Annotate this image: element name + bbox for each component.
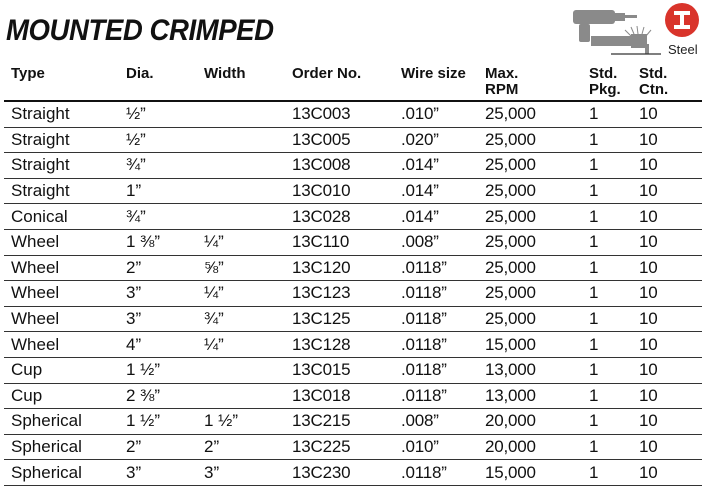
column-header-line1: Std. <box>589 65 618 82</box>
cell-wire-size: .010” <box>394 101 478 127</box>
cell-std-pkg: 1 <box>582 434 632 460</box>
cell-dia: ½” <box>119 127 197 153</box>
cell-dia: 4” <box>119 332 197 358</box>
cell-wire-size: .0118” <box>394 255 478 281</box>
cell-type: Spherical <box>4 460 119 486</box>
column-header-type <box>4 64 119 101</box>
cell-type: Straight <box>4 153 119 179</box>
column-header-line1: Wire size <box>401 65 466 82</box>
cell-order-no: 13C230 <box>285 460 394 486</box>
cell-wire-size: .0118” <box>394 383 478 409</box>
cell-max-rpm: 13,000 <box>478 357 582 383</box>
column-header-line2: Ctn. <box>639 81 669 98</box>
cell-max-rpm: 25,000 <box>478 153 582 179</box>
cell-std-ctn: 10 <box>632 204 702 230</box>
cell-type: Wheel <box>4 229 119 255</box>
cell-max-rpm: 15,000 <box>478 460 582 486</box>
column-header-wire-size <box>394 64 478 101</box>
table-row <box>4 178 702 204</box>
cell-max-rpm: 13,000 <box>478 383 582 409</box>
cell-order-no: 13C015 <box>285 357 394 383</box>
cell-std-pkg: 1 <box>582 332 632 358</box>
column-header-line1: Std. <box>639 65 668 82</box>
cell-std-ctn: 10 <box>632 460 702 486</box>
cell-order-no: 13C008 <box>285 153 394 179</box>
column-header-width <box>197 64 285 101</box>
table-row <box>4 101 702 127</box>
cell-max-rpm: 25,000 <box>478 127 582 153</box>
cell-type: Cup <box>4 383 119 409</box>
cell-width <box>197 178 285 204</box>
table-row <box>4 153 702 179</box>
cell-std-pkg: 1 <box>582 281 632 307</box>
cell-type: Straight <box>4 178 119 204</box>
cell-wire-size: .014” <box>394 178 478 204</box>
cell-std-pkg: 1 <box>582 460 632 486</box>
cell-std-pkg: 1 <box>582 383 632 409</box>
column-header-dia <box>119 64 197 101</box>
cell-std-ctn: 10 <box>632 255 702 281</box>
cell-order-no: 13C010 <box>285 178 394 204</box>
cell-dia: 1” <box>119 178 197 204</box>
cell-max-rpm: 25,000 <box>478 281 582 307</box>
cell-order-no: 13C018 <box>285 383 394 409</box>
cell-wire-size: .008” <box>394 229 478 255</box>
cell-type: Spherical <box>4 409 119 435</box>
cell-max-rpm: 20,000 <box>478 434 582 460</box>
cell-max-rpm: 25,000 <box>478 229 582 255</box>
column-header-line1: Order No. <box>292 65 362 82</box>
column-header-line1: Max. <box>485 65 519 82</box>
column-header-order-no <box>285 64 394 101</box>
cell-order-no: 13C225 <box>285 434 394 460</box>
column-header-line1: Width <box>204 65 246 82</box>
cell-dia: 2” <box>119 434 197 460</box>
column-header-line1: Type <box>11 65 45 82</box>
cell-std-pkg: 1 <box>582 357 632 383</box>
cell-max-rpm: 25,000 <box>478 255 582 281</box>
cell-dia: 1 ½” <box>119 409 197 435</box>
cell-width: ¼” <box>197 332 285 358</box>
cell-type: Straight <box>4 101 119 127</box>
drill-with-wheel-brush-icon <box>571 4 661 58</box>
cell-dia: 2” <box>119 255 197 281</box>
cell-std-ctn: 10 <box>632 434 702 460</box>
cell-order-no: 13C120 <box>285 255 394 281</box>
table-row <box>4 460 702 486</box>
cell-width: ¾” <box>197 306 285 332</box>
cell-std-ctn: 10 <box>632 306 702 332</box>
cell-dia: 3” <box>119 306 197 332</box>
cell-order-no: 13C123 <box>285 281 394 307</box>
cell-dia: 3” <box>119 460 197 486</box>
cell-dia: 3” <box>119 281 197 307</box>
cell-width: 1 ½” <box>197 409 285 435</box>
cell-max-rpm: 15,000 <box>478 332 582 358</box>
cell-std-ctn: 10 <box>632 153 702 179</box>
cell-order-no: 13C110 <box>285 229 394 255</box>
table-row <box>4 229 702 255</box>
cell-type: Straight <box>4 127 119 153</box>
cell-type: Spherical <box>4 434 119 460</box>
column-header-line2: RPM <box>485 81 519 98</box>
cell-std-pkg: 1 <box>582 229 632 255</box>
cell-width: ¼” <box>197 281 285 307</box>
cell-max-rpm: 25,000 <box>478 101 582 127</box>
cell-dia: ¾” <box>119 153 197 179</box>
table-row <box>4 434 702 460</box>
cell-std-ctn: 10 <box>632 383 702 409</box>
table-row <box>4 409 702 435</box>
cell-dia: ¾” <box>119 204 197 230</box>
cell-type: Conical <box>4 204 119 230</box>
cell-std-ctn: 10 <box>632 178 702 204</box>
cell-std-ctn: 10 <box>632 127 702 153</box>
cell-dia: 1 ½” <box>119 357 197 383</box>
cell-wire-size: .0118” <box>394 306 478 332</box>
cell-max-rpm: 25,000 <box>478 178 582 204</box>
cell-wire-size: .010” <box>394 434 478 460</box>
cell-wire-size: .0118” <box>394 332 478 358</box>
table-row <box>4 383 702 409</box>
page-title: MOUNTED CRIMPED <box>6 14 274 47</box>
cell-order-no: 13C128 <box>285 332 394 358</box>
cell-type: Wheel <box>4 255 119 281</box>
cell-width: 3” <box>197 460 285 486</box>
column-header-line1: Dia. <box>126 65 154 82</box>
cell-width <box>197 101 285 127</box>
cell-width <box>197 383 285 409</box>
column-header-line2: Pkg. <box>589 81 621 98</box>
cell-width: ⅝” <box>197 255 285 281</box>
cell-order-no: 13C003 <box>285 101 394 127</box>
cell-dia: 2 ⅜” <box>119 383 197 409</box>
cell-std-ctn: 10 <box>632 332 702 358</box>
product-spec-table <box>4 64 702 486</box>
cell-max-rpm: 25,000 <box>478 306 582 332</box>
cell-wire-size: .0118” <box>394 281 478 307</box>
table-row <box>4 357 702 383</box>
cell-std-pkg: 1 <box>582 409 632 435</box>
cell-width <box>197 357 285 383</box>
cell-std-pkg: 1 <box>582 178 632 204</box>
table-row <box>4 281 702 307</box>
cell-std-pkg: 1 <box>582 101 632 127</box>
column-header-std-pkg <box>582 64 632 101</box>
column-header-max-rpm <box>478 64 582 101</box>
cell-order-no: 13C125 <box>285 306 394 332</box>
cell-std-ctn: 10 <box>632 357 702 383</box>
cell-std-ctn: 10 <box>632 281 702 307</box>
cell-width <box>197 127 285 153</box>
cell-order-no: 13C215 <box>285 409 394 435</box>
table-row <box>4 306 702 332</box>
cell-wire-size: .014” <box>394 153 478 179</box>
cell-wire-size: .0118” <box>394 460 478 486</box>
table-header-row <box>4 64 702 101</box>
cell-max-rpm: 25,000 <box>478 204 582 230</box>
cell-wire-size: .008” <box>394 409 478 435</box>
cell-max-rpm: 20,000 <box>478 409 582 435</box>
cell-dia: ½” <box>119 101 197 127</box>
cell-wire-size: .014” <box>394 204 478 230</box>
cell-std-pkg: 1 <box>582 204 632 230</box>
cell-width: 2” <box>197 434 285 460</box>
cell-std-ctn: 10 <box>632 101 702 127</box>
table-row <box>4 204 702 230</box>
cell-dia: 1 ⅜” <box>119 229 197 255</box>
cell-width <box>197 153 285 179</box>
material-label: Steel <box>668 42 698 57</box>
table-row <box>4 127 702 153</box>
cell-wire-size: .0118” <box>394 357 478 383</box>
cell-order-no: 13C005 <box>285 127 394 153</box>
cell-wire-size: .020” <box>394 127 478 153</box>
cell-type: Cup <box>4 357 119 383</box>
cell-order-no: 13C028 <box>285 204 394 230</box>
cell-std-pkg: 1 <box>582 127 632 153</box>
cell-type: Wheel <box>4 332 119 358</box>
cell-std-pkg: 1 <box>582 153 632 179</box>
table-row <box>4 255 702 281</box>
cell-width: ¼” <box>197 229 285 255</box>
cell-std-ctn: 10 <box>632 409 702 435</box>
column-header-std-ctn <box>632 64 702 101</box>
cell-type: Wheel <box>4 281 119 307</box>
cell-width <box>197 204 285 230</box>
cell-std-pkg: 1 <box>582 255 632 281</box>
cell-std-pkg: 1 <box>582 306 632 332</box>
table-row <box>4 332 702 358</box>
cell-std-ctn: 10 <box>632 229 702 255</box>
cell-type: Wheel <box>4 306 119 332</box>
steel-beam-badge-icon <box>664 2 700 38</box>
table-body <box>4 101 702 485</box>
